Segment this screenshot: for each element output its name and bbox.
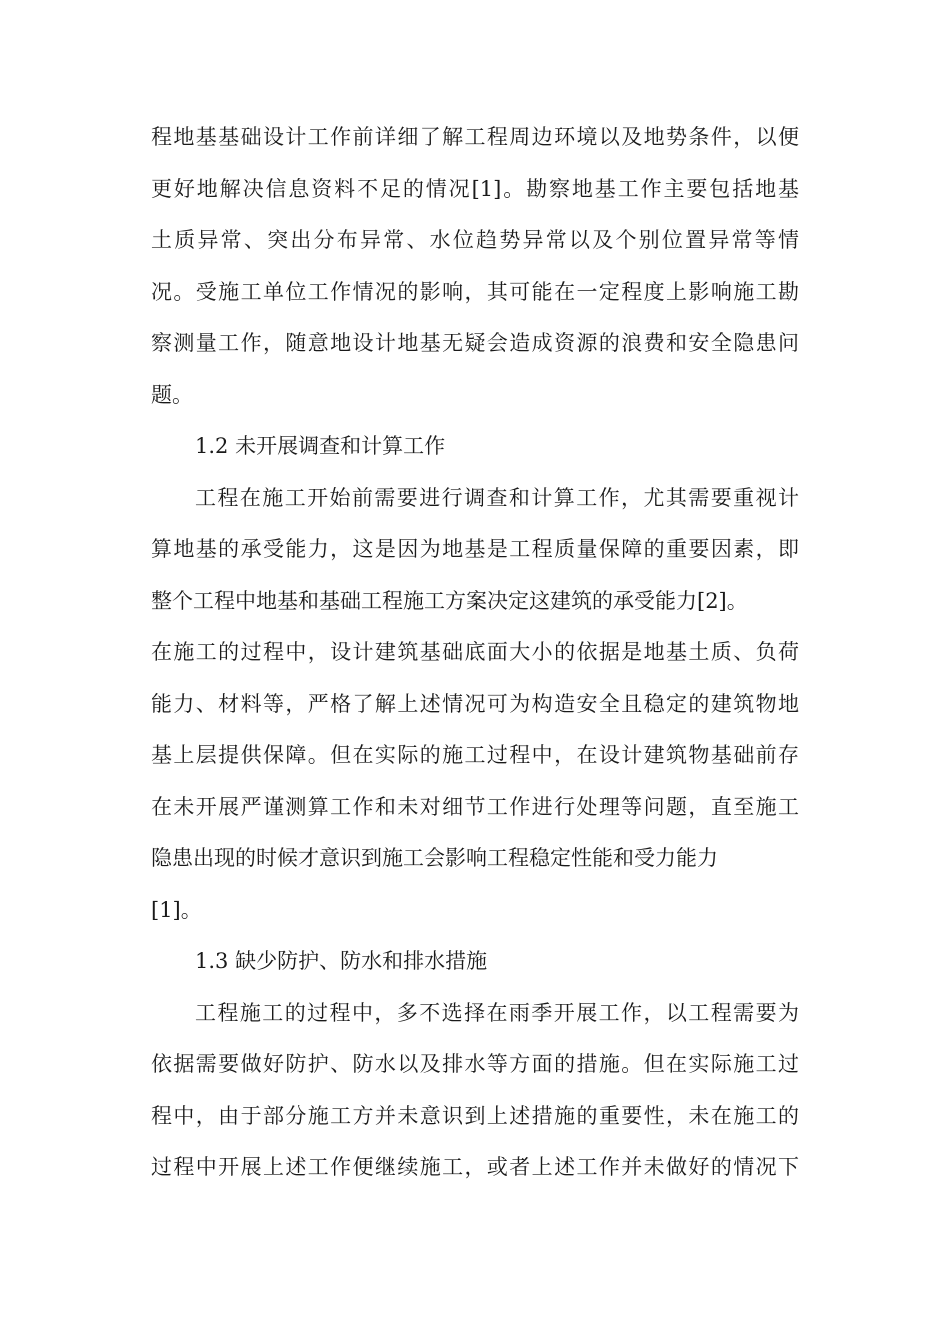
- paragraph-line: 基上层提供保障。但在实际的施工过程中，在设计建筑物基础前存: [151, 743, 799, 767]
- paragraph-line: 更好地解决信息资料不足的情况[1]。勘察地基工作主要包括地基: [151, 176, 799, 201]
- paragraph-line: 工程施工的过程中，多不选择在雨季开展工作，以工程需要为: [195, 1000, 799, 1025]
- paragraph-line: 程中，由于部分施工方并未意识到上述措施的重要性，未在施工的: [151, 1103, 799, 1128]
- paragraph-line: 况。受施工单位工作情况的影响，其可能在一定程度上影响施工勘: [151, 279, 799, 304]
- paragraph-line: 工程在施工开始前需要进行调查和计算工作，尤其需要重视计: [195, 485, 799, 510]
- paragraph-line: [1]。: [151, 897, 202, 922]
- paragraph-line: 隐患出现的时候才意识到施工会影响工程稳定性能和受力能力: [151, 846, 718, 870]
- paragraph-line: 土质异常、突出分布异常、水位趋势异常以及个别位置异常等情: [151, 228, 799, 252]
- section-heading: 1.2 未开展调查和计算工作: [195, 434, 446, 458]
- paragraph-line: 依据需要做好防护、防水以及排水等方面的措施。但在实际施工过: [151, 1052, 799, 1076]
- section-heading: 1.3 缺少防护、防水和排水措施: [195, 949, 488, 973]
- paragraph-line: 整个工程中地基和基础工程施工方案决定这建筑的承受能力[2]。: [151, 588, 748, 613]
- document-body: [151, 118, 799, 1200]
- paragraph-line: 在未开展严谨测算工作和未对细节工作进行处理等问题，直至施工: [151, 794, 799, 819]
- paragraph-line: 算地基的承受能力，这是因为地基是工程质量保障的重要因素，即: [151, 537, 799, 561]
- paragraph-line: 过程中开展上述工作便继续施工，或者上述工作并未做好的情况下: [151, 1155, 799, 1179]
- paragraph-line: 能力、材料等，严格了解上述情况可为构造安全且稳定的建筑物地: [151, 691, 799, 716]
- paragraph-line: 察测量工作，随意地设计地基无疑会造成资源的浪费和安全隐患问: [151, 331, 799, 355]
- paragraph-line: 程地基基础设计工作前详细了解工程周边环境以及地势条件，以便: [151, 125, 799, 149]
- paragraph-line: 在施工的过程中，设计建筑基础底面大小的依据是地基土质、负荷: [151, 640, 799, 664]
- paragraph-line: 题。: [151, 382, 193, 407]
